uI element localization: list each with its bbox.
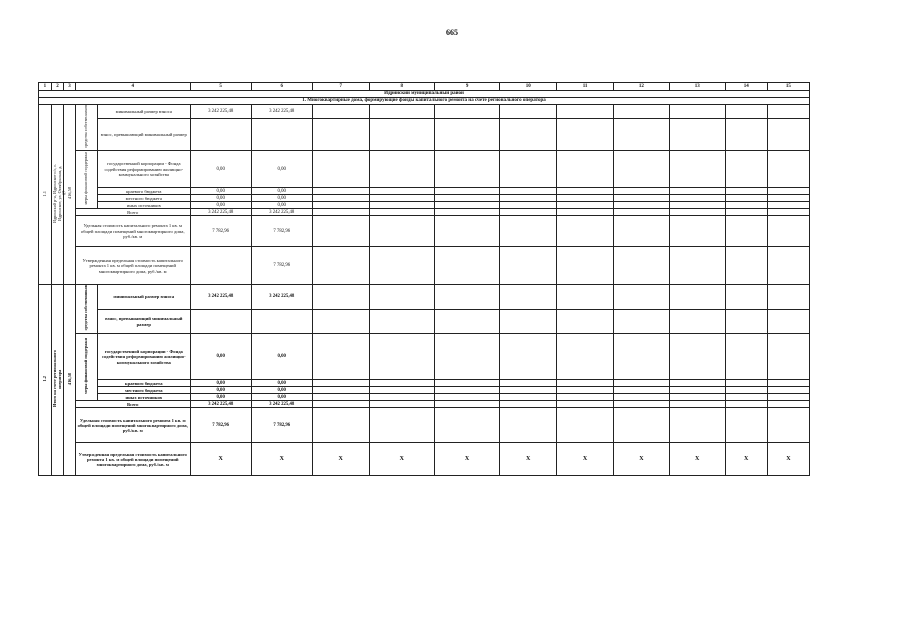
own-funds-group: средства собственников [75,105,97,151]
row-label: государственной корпорации - Фонда содействия реформированию жилищно-коммунального хозяйства [97,151,190,188]
cell-value: 0,00 [190,334,251,380]
cell-value: 0,00 [190,202,251,209]
cell-value: 0,00 [251,202,312,209]
row-label: минимальный размер взноса [97,105,190,119]
cell-value: 0,00 [251,334,312,380]
row-label: минимальный размер взноса [97,285,190,310]
cell-value: 0,00 [251,188,312,195]
page-number: 665 [446,28,458,37]
row-label: краевого бюджета [97,380,190,387]
col-header: 7 [312,83,369,91]
row-label: иных источников [97,202,190,209]
cell-value [251,309,312,334]
row-label: взнос, превышающий минимальный размер [97,119,190,151]
table-row [39,309,810,334]
col-header: 14 [725,83,767,91]
table-row [39,195,810,202]
cell-value: 3 242 225,48 [251,209,312,216]
cell-value: 0,00 [251,387,312,394]
cell-value: 7 782,96 [190,408,251,443]
col-header: 8 [369,83,434,91]
table-row [39,216,810,247]
cell-value: 0,00 [251,394,312,401]
row-label: краевого бюджета [97,188,190,195]
x-mark: X [614,443,670,476]
cell-value: 3 242 225,48 [251,285,312,310]
col-header: 5 [190,83,251,91]
cell-value [190,309,251,334]
cell-value: 0,00 [190,151,251,188]
row-label: взнос, превышающий минимальный размер [97,309,190,334]
cell-value [190,119,251,151]
row-label: Утвержденная предельная стоимость капитального ремонта 1 кв. м общей площади помещений многоквартирного дома, руб./кв. м [75,443,190,476]
cell-value: 3 242 225,48 [190,401,251,408]
section-title: 1. Многоквартирные дома, формирующие фонды капитального ремонта на счете регионального оператора [39,98,810,105]
support-group: меры финансовой поддержки [75,334,97,401]
table-row [39,387,810,394]
x-mark: X [767,443,809,476]
table-row [39,202,810,209]
table-row [39,119,810,151]
table-row [39,209,810,216]
table-row [39,401,810,408]
house-area: 416,58 [64,285,76,476]
col-header: 11 [557,83,614,91]
row-label: местного бюджета [97,195,190,202]
x-mark: X [669,443,725,476]
table-row [39,443,810,476]
x-mark: X [725,443,767,476]
cell-value [190,247,251,285]
house-address: Итого на счете регионального оператора [51,285,64,476]
row-label: Удельная стоимость капитального ремонта 1 кв. м общей площади помещений многоквартирного дома, руб./кв. м [75,408,190,443]
district-title: Идринский муниципальный район [39,91,810,98]
row-label: Утвержденная предельная стоимость капитального ремонта 1 кв. м общей площади помещений многоквартирного дома, руб./кв. м [75,247,190,285]
own-funds-group: средства собственников [75,285,97,334]
cell-value: 3 242 225,48 [251,105,312,119]
cell-value: 0,00 [251,380,312,387]
table-row [39,285,810,310]
row-label: иных источников [97,394,190,401]
cell-value: 3 242 225,48 [251,401,312,408]
cell-value: 0,00 [190,188,251,195]
table-row [39,408,810,443]
table-row [39,151,810,188]
cell-value: 0,00 [190,387,251,394]
support-group: меры финансовой поддержки [75,151,97,209]
house-address: Идринский р-н, Идринское с/с, с. Идринское, ул. Октябрьская, д. 87 [51,105,64,285]
table-row [39,394,810,401]
row-label: Удельная стоимость капитального ремонта 1 кв. м общей площади помещений многоквартирного дома, руб./кв. м [75,216,190,247]
x-mark: X [369,443,434,476]
total-label: Всего [75,401,190,408]
cell-value: 7 782,96 [251,247,312,285]
table-row [39,247,810,285]
col-header: 9 [434,83,499,91]
cell-value: 3 242 225,48 [190,209,251,216]
x-mark: X [312,443,369,476]
table-row [39,188,810,195]
col-header: 10 [500,83,557,91]
cell-value: 7 782,96 [251,216,312,247]
x-mark: X [434,443,499,476]
cell-value: 0,00 [251,195,312,202]
column-header-row [39,83,810,91]
col-header: 6 [251,83,312,91]
col-header: 2 [51,83,64,91]
col-header: 1 [39,83,52,91]
cell-value: 0,00 [190,394,251,401]
cell-value: 7 782,96 [251,408,312,443]
x-mark: X [190,443,251,476]
x-mark: X [557,443,614,476]
cell-value: 0,00 [251,151,312,188]
house-area: 416,58 [64,105,76,285]
cell-value: 7 782,96 [190,216,251,247]
row-label: государственной корпорации - Фонда содействия реформированию жилищно-коммунального хозяйства [97,334,190,380]
row-number: 1.1 [39,105,52,285]
cell-value: 3 242 225,48 [190,105,251,119]
table-row [39,334,810,380]
capital-repair-table [38,82,810,476]
x-mark: X [500,443,557,476]
col-header: 3 [64,83,76,91]
row-number: 1.2 [39,285,52,476]
x-mark: X [251,443,312,476]
total-label: Всего [75,209,190,216]
col-header: 15 [767,83,809,91]
col-header: 13 [669,83,725,91]
col-header: 4 [75,83,190,91]
table-row [39,380,810,387]
cell-value: 0,00 [190,195,251,202]
col-header: 12 [614,83,670,91]
row-label: местного бюджета [97,387,190,394]
cell-value: 3 242 225,48 [190,285,251,310]
table-row [39,105,810,119]
cell-value [251,119,312,151]
cell-value: 0,00 [190,380,251,387]
